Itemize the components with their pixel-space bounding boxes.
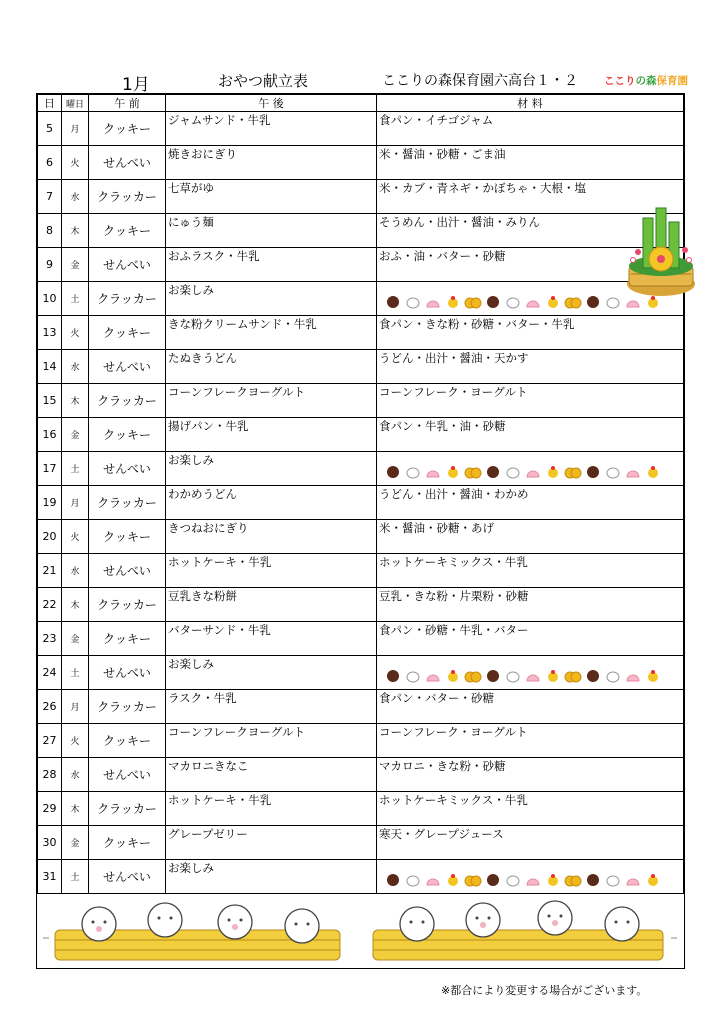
page-title: おやつ献立表	[218, 72, 309, 90]
afternoon-snack-cell: コーンフレークヨーグルト	[166, 724, 377, 758]
ingredients-cell: ホットケーキミックス・牛乳	[377, 554, 684, 588]
table-row	[38, 112, 684, 146]
table-row	[38, 180, 684, 214]
ingredients-cell: 食パン・砂糖・牛乳・バター	[377, 622, 684, 656]
afternoon-snack-cell: グレープゼリー	[166, 826, 377, 860]
table-row	[38, 860, 684, 894]
day-cell: 9	[38, 248, 62, 282]
weekday-cell: 土	[62, 282, 89, 316]
weekday-cell: 金	[62, 622, 89, 656]
afternoon-snack-cell: ラスク・牛乳	[166, 690, 377, 724]
morning-snack-cell: せんべい	[89, 860, 166, 894]
afternoon-snack-cell: お楽しみ	[166, 282, 377, 316]
day-cell: 19	[38, 486, 62, 520]
ingredients-cell: 米・カブ・青ネギ・かぼちゃ・大根・塩	[377, 180, 684, 214]
table-row	[38, 656, 684, 690]
day-cell: 7	[38, 180, 62, 214]
afternoon-snack-cell: バターサンド・牛乳	[166, 622, 377, 656]
menu-table	[37, 94, 684, 894]
morning-snack-cell: せんべい	[89, 554, 166, 588]
school-logo: ここりの森保育園	[604, 75, 688, 87]
ingredients-cell: うどん・出汁・醤油・わかめ	[377, 486, 684, 520]
ingredients-cell: おふ・油・バター・砂糖	[377, 248, 684, 282]
afternoon-snack-cell: 豆乳きな粉餅	[166, 588, 377, 622]
table-row	[38, 384, 684, 418]
col-header-afternoon: 午 後	[166, 95, 377, 112]
new-year-food-icons	[385, 465, 683, 482]
weekday-cell: 月	[62, 486, 89, 520]
morning-snack-cell: クラッカー	[89, 588, 166, 622]
table-header-row	[38, 95, 684, 112]
ingredients-cell: 米・醤油・砂糖・ごま油	[377, 146, 684, 180]
table-row	[38, 554, 684, 588]
day-cell: 5	[38, 112, 62, 146]
morning-snack-cell: クッキー	[89, 520, 166, 554]
day-cell: 27	[38, 724, 62, 758]
ingredients-cell: 寒天・グレープジュース	[377, 826, 684, 860]
weekday-cell: 水	[62, 350, 89, 384]
afternoon-snack-cell: にゅう麺	[166, 214, 377, 248]
afternoon-snack-cell: きな粉クリームサンド・牛乳	[166, 316, 377, 350]
morning-snack-cell: せんべい	[89, 452, 166, 486]
ingredients-cell	[377, 452, 684, 486]
day-cell: 13	[38, 316, 62, 350]
weekday-cell: 水	[62, 758, 89, 792]
afternoon-snack-cell: コーンフレークヨーグルト	[166, 384, 377, 418]
afternoon-snack-cell: ホットケーキ・牛乳	[166, 554, 377, 588]
weekday-cell: 土	[62, 860, 89, 894]
day-cell: 10	[38, 282, 62, 316]
table-row	[38, 758, 684, 792]
afternoon-snack-cell: 七草がゆ	[166, 180, 377, 214]
morning-snack-cell: クッキー	[89, 622, 166, 656]
morning-snack-cell: クラッカー	[89, 180, 166, 214]
month-label: 1月	[122, 75, 150, 95]
afternoon-snack-cell: 揚げパン・牛乳	[166, 418, 377, 452]
ingredients-cell: 米・醤油・砂糖・あげ	[377, 520, 684, 554]
weekday-cell: 火	[62, 146, 89, 180]
table-row	[38, 248, 684, 282]
weekday-cell: 火	[62, 724, 89, 758]
weekday-cell: 木	[62, 588, 89, 622]
afternoon-snack-cell: わかめうどん	[166, 486, 377, 520]
morning-snack-cell: せんべい	[89, 146, 166, 180]
day-cell: 23	[38, 622, 62, 656]
table-row	[38, 214, 684, 248]
morning-snack-cell: せんべい	[89, 656, 166, 690]
day-cell: 30	[38, 826, 62, 860]
snack-menu-sheet	[36, 93, 685, 969]
table-row	[38, 724, 684, 758]
morning-snack-cell: クッキー	[89, 316, 166, 350]
weekday-cell: 火	[62, 316, 89, 350]
col-header-morning: 午 前	[89, 95, 166, 112]
weekday-cell: 土	[62, 656, 89, 690]
day-cell: 28	[38, 758, 62, 792]
table-row	[38, 350, 684, 384]
weekday-cell: 木	[62, 214, 89, 248]
morning-snack-cell: クッキー	[89, 826, 166, 860]
weekday-cell: 木	[62, 384, 89, 418]
ingredients-cell: マカロニ・きな粉・砂糖	[377, 758, 684, 792]
day-cell: 21	[38, 554, 62, 588]
afternoon-snack-cell: ジャムサンド・牛乳	[166, 112, 377, 146]
morning-snack-cell: クラッカー	[89, 792, 166, 826]
day-cell: 15	[38, 384, 62, 418]
ingredients-cell: 食パン・きな粉・砂糖・バター・牛乳	[377, 316, 684, 350]
footnote: ※都合により変更する場合がございます。	[441, 984, 648, 997]
table-row	[38, 520, 684, 554]
afternoon-snack-cell: ホットケーキ・牛乳	[166, 792, 377, 826]
afternoon-snack-cell: お楽しみ	[166, 860, 377, 894]
table-row	[38, 826, 684, 860]
afternoon-snack-cell: 焼きおにぎり	[166, 146, 377, 180]
footer-illustration	[37, 900, 683, 968]
ingredients-cell	[377, 656, 684, 690]
ingredients-cell: 食パン・バター・砂糖	[377, 690, 684, 724]
table-row	[38, 622, 684, 656]
table-row	[38, 792, 684, 826]
day-cell: 26	[38, 690, 62, 724]
ingredients-cell: コーンフレーク・ヨーグルト	[377, 724, 684, 758]
morning-snack-cell: クラッカー	[89, 486, 166, 520]
table-row	[38, 452, 684, 486]
weekday-cell: 金	[62, 248, 89, 282]
day-cell: 24	[38, 656, 62, 690]
weekday-cell: 木	[62, 792, 89, 826]
table-row	[38, 282, 684, 316]
morning-snack-cell: クラッカー	[89, 282, 166, 316]
day-cell: 17	[38, 452, 62, 486]
table-row	[38, 316, 684, 350]
new-year-food-icons	[385, 669, 683, 686]
morning-snack-cell: クッキー	[89, 724, 166, 758]
afternoon-snack-cell: たぬきうどん	[166, 350, 377, 384]
day-cell: 16	[38, 418, 62, 452]
ingredients-cell: 食パン・牛乳・油・砂糖	[377, 418, 684, 452]
weekday-cell: 土	[62, 452, 89, 486]
morning-snack-cell: クッキー	[89, 214, 166, 248]
weekday-cell: 金	[62, 418, 89, 452]
ingredients-cell: 豆乳・きな粉・片栗粉・砂糖	[377, 588, 684, 622]
afternoon-snack-cell: マカロニきなこ	[166, 758, 377, 792]
afternoon-snack-cell: きつねおにぎり	[166, 520, 377, 554]
afternoon-snack-cell: お楽しみ	[166, 656, 377, 690]
weekday-cell: 水	[62, 554, 89, 588]
day-cell: 31	[38, 860, 62, 894]
school-name: ここりの森保育園六高台１・２	[382, 73, 578, 89]
new-year-food-icons	[385, 873, 683, 890]
day-cell: 29	[38, 792, 62, 826]
afternoon-snack-cell: おふラスク・牛乳	[166, 248, 377, 282]
morning-snack-cell: クラッカー	[89, 690, 166, 724]
table-row	[38, 486, 684, 520]
afternoon-snack-cell: お楽しみ	[166, 452, 377, 486]
ingredients-cell: 食パン・イチゴジャム	[377, 112, 684, 146]
day-cell: 22	[38, 588, 62, 622]
morning-snack-cell: クッキー	[89, 418, 166, 452]
col-header-weekday: 曜日	[62, 95, 89, 112]
ingredients-cell: うどん・出汁・醤油・天かす	[377, 350, 684, 384]
day-cell: 8	[38, 214, 62, 248]
ingredients-cell	[377, 860, 684, 894]
morning-snack-cell: せんべい	[89, 350, 166, 384]
table-row	[38, 690, 684, 724]
day-cell: 14	[38, 350, 62, 384]
ingredients-cell: そうめん・出汁・醤油・みりん	[377, 214, 684, 248]
morning-snack-cell: せんべい	[89, 248, 166, 282]
col-header-ingredients: 材 料	[377, 95, 684, 112]
weekday-cell: 月	[62, 690, 89, 724]
ingredients-cell: コーンフレーク・ヨーグルト	[377, 384, 684, 418]
col-header-day: 日	[38, 95, 62, 112]
table-row	[38, 146, 684, 180]
weekday-cell: 月	[62, 112, 89, 146]
weekday-cell: 火	[62, 520, 89, 554]
morning-snack-cell: クッキー	[89, 112, 166, 146]
ingredients-cell: ホットケーキミックス・牛乳	[377, 792, 684, 826]
table-row	[38, 418, 684, 452]
table-row	[38, 588, 684, 622]
weekday-cell: 水	[62, 180, 89, 214]
morning-snack-cell: クラッカー	[89, 384, 166, 418]
morning-snack-cell: せんべい	[89, 758, 166, 792]
kadomatsu-illustration	[623, 204, 699, 300]
weekday-cell: 金	[62, 826, 89, 860]
day-cell: 6	[38, 146, 62, 180]
day-cell: 20	[38, 520, 62, 554]
